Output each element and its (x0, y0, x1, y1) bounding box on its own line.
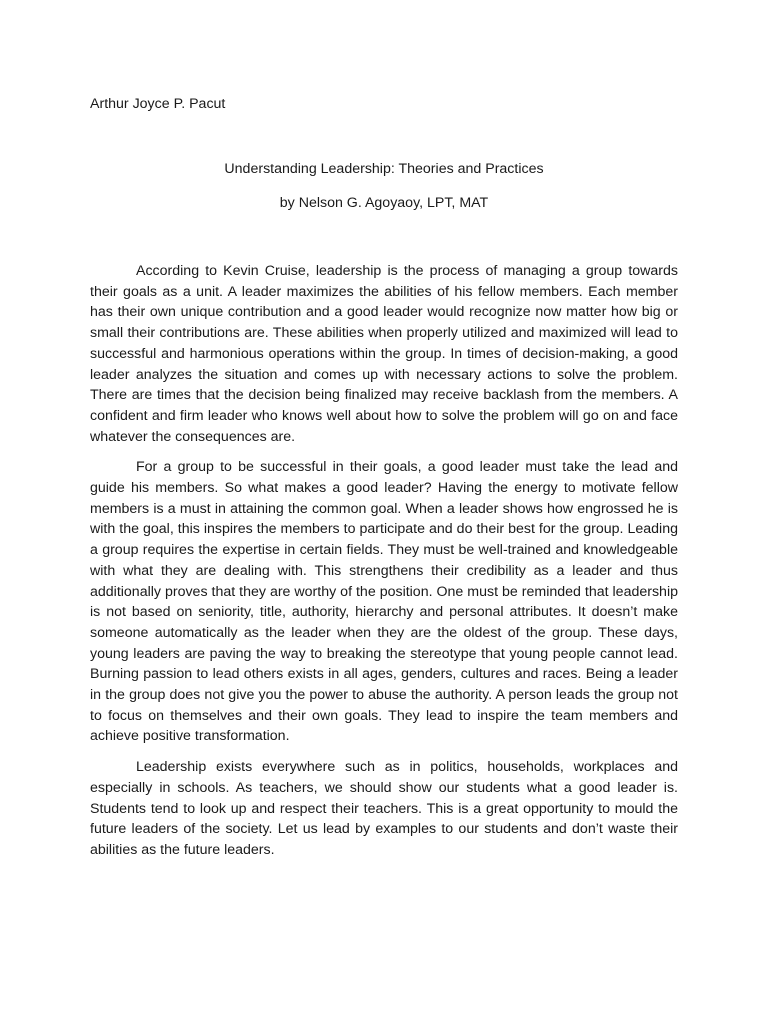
document-body (90, 261, 678, 871)
body-paragraph: According to Kevin Cruise, leadership is the process of managing a group towards their goals as a unit. A leader maximizes the abilities of his fellow members. Each member has their own unique contribution and a good leader would recognize now matter how big or small their contributions are. These abilities when properly utilized and maximized will lead to successful and harmonious operations within the group. In times of decision-making, a good leader analyzes the situation and comes up with necessary actions to solve the problem. There are times that the decision being finalized may receive backlash from the members. A confident and firm leader who knows well about how to solve the problem will go on and face whatever the consequences are. (90, 263, 678, 445)
document-byline: by Nelson G. Agoyaoy, LPT, MAT (279, 195, 489, 211)
author-name: Arthur Joyce P. Pacut (90, 96, 226, 112)
document-title: Understanding Leadership: Theories and Practices (224, 161, 544, 177)
body-paragraph: Leadership exists everywhere such as in politics, households, workplaces and especially in schools. As teachers, we should show our students what a good leader is. Students tend to look up and respect their teachers. This is a great opportunity to mould the future leaders of the society. Let us lead by examples to our students and don’t waste their abilities as the future leaders. (90, 759, 678, 858)
body-paragraph: For a group to be successful in their goals, a good leader must take the lead and guide his members. So what makes a good leader? Having the energy to motivate fellow members is a must in attaining the common goal. When a leader shows how engrossed he is with the goal, this inspires the members to participate and do their best for the group. Leading a group requires the expertise in certain fields. They must be well-trained and knowledgeable with what they are dealing with. This strengthens their credibility as a leader and thus additionally proves that they are worthy of the position. One must be reminded that leadership is not based on seniority, title, authority, hierarchy and personal attributes. It doesn’t make someone automatically as the leader when they are the oldest of the group. These days, young leaders are paving the way to breaking the stereotype that young people cannot lead. Burning passion to lead others exists in all ages, genders, cultures and races. Being a leader in the group does not give you the power to abuse the authority. A person leads the group not to focus on themselves and their own goals. They lead to inspire the team members and achieve positive transformation. (90, 459, 678, 745)
